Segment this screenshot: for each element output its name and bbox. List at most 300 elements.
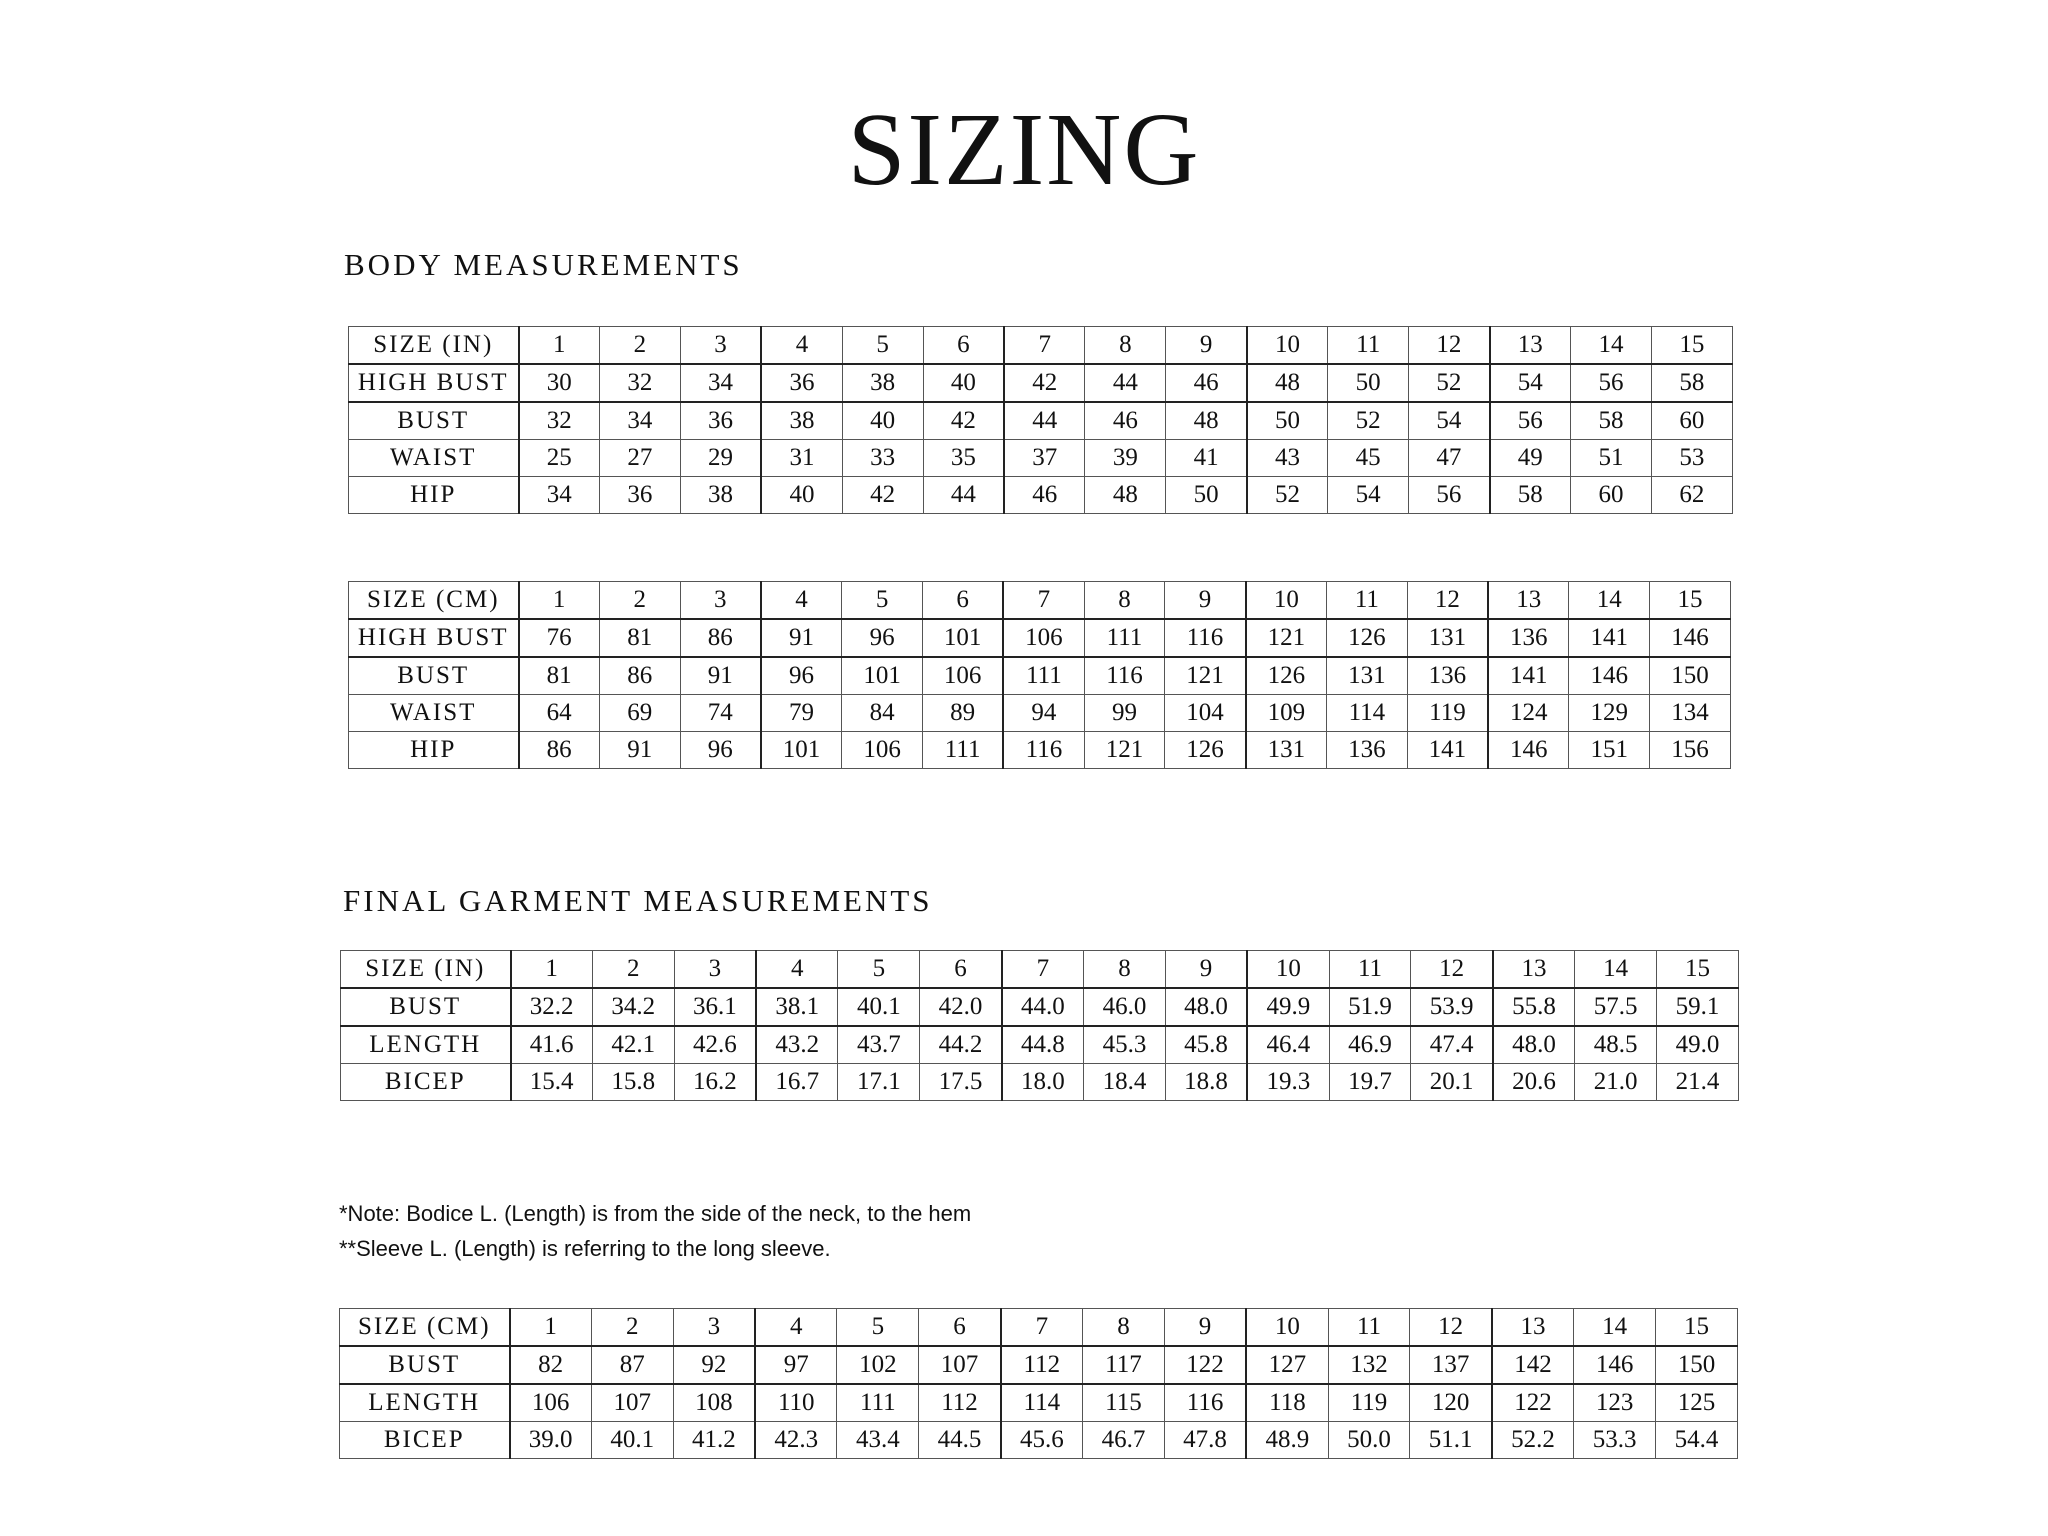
- measurement-cell: 134: [1650, 695, 1731, 732]
- measurement-cell: 29: [680, 440, 761, 477]
- measurement-cell: 116: [1164, 1384, 1246, 1422]
- row-label: HIGH BUST: [349, 364, 519, 402]
- size-header-cell: 4: [755, 1309, 837, 1347]
- measurement-cell: 101: [922, 619, 1003, 657]
- measurement-cell: 146: [1569, 657, 1650, 695]
- measurement-cell: 99: [1084, 695, 1165, 732]
- measurement-cell: 50.0: [1328, 1422, 1410, 1459]
- measurement-cell: 120: [1410, 1384, 1492, 1422]
- measurement-cell: 146: [1650, 619, 1731, 657]
- measurement-cell: 44: [923, 477, 1004, 514]
- measurement-cell: 122: [1492, 1384, 1574, 1422]
- measurement-cell: 86: [519, 732, 600, 769]
- garment-measurements-inches-table: [340, 950, 1739, 1101]
- measurement-cell: 94: [1003, 695, 1084, 732]
- measurement-cell: 106: [510, 1384, 592, 1422]
- measurement-cell: 49.9: [1247, 988, 1329, 1026]
- size-header-cell: 5: [842, 327, 923, 365]
- size-header-cell: 9: [1164, 1309, 1246, 1347]
- measurement-cell: 60: [1651, 402, 1732, 440]
- measurement-cell: 81: [599, 619, 680, 657]
- size-header-cell: 5: [842, 582, 923, 620]
- measurement-cell: 40: [842, 402, 923, 440]
- measurement-cell: 97: [755, 1346, 837, 1384]
- measurement-cell: 42.1: [592, 1026, 674, 1064]
- measurement-cell: 141: [1407, 732, 1488, 769]
- measurement-cell: 156: [1650, 732, 1731, 769]
- table-header-row: [349, 582, 1731, 620]
- measurement-cell: 42: [1004, 364, 1085, 402]
- measurement-cell: 136: [1407, 657, 1488, 695]
- size-header-cell: 11: [1328, 327, 1409, 365]
- size-header-cell: 1: [510, 1309, 592, 1347]
- measurement-cell: 56: [1409, 477, 1490, 514]
- row-label: BUST: [349, 657, 519, 695]
- measurement-cell: 44.2: [920, 1026, 1002, 1064]
- measurement-cell: 37: [1004, 440, 1085, 477]
- measurement-cell: 54: [1328, 477, 1409, 514]
- measurement-cell: 52.2: [1492, 1422, 1574, 1459]
- measurement-cell: 101: [761, 732, 842, 769]
- measurement-cell: 131: [1246, 732, 1327, 769]
- size-header-cell: 2: [592, 951, 674, 989]
- measurement-cell: 45.6: [1001, 1422, 1083, 1459]
- size-header-cell: 8: [1083, 1309, 1165, 1347]
- measurement-cell: 117: [1083, 1346, 1165, 1384]
- measurement-cell: 47: [1409, 440, 1490, 477]
- measurement-cell: 136: [1326, 732, 1407, 769]
- measurement-cell: 110: [755, 1384, 837, 1422]
- measurement-cell: 51.9: [1329, 988, 1411, 1026]
- measurement-cell: 79: [761, 695, 842, 732]
- table-row: [340, 1384, 1738, 1422]
- measurement-cell: 18.4: [1084, 1064, 1166, 1101]
- page-title: SIZING: [847, 92, 1201, 207]
- size-header-cell: 2: [599, 327, 680, 365]
- size-header-cell: 7: [1003, 582, 1084, 620]
- measurement-cell: 34: [519, 477, 600, 514]
- row-label: BUST: [341, 988, 511, 1026]
- size-header-cell: 11: [1328, 1309, 1410, 1347]
- size-header-cell: 10: [1247, 951, 1329, 989]
- measurement-cell: 42.0: [920, 988, 1002, 1026]
- measurement-cell: 116: [1084, 657, 1165, 695]
- measurement-cell: 21.4: [1657, 1064, 1739, 1101]
- size-header-cell: 9: [1165, 582, 1246, 620]
- measurement-cell: 150: [1650, 657, 1731, 695]
- table-row: [349, 619, 1731, 657]
- table-row: [349, 732, 1731, 769]
- measurement-cell: 50: [1247, 402, 1328, 440]
- measurement-cell: 25: [519, 440, 600, 477]
- size-header-cell: 8: [1084, 951, 1166, 989]
- measurement-cell: 40: [923, 364, 1004, 402]
- size-header-cell: 13: [1488, 582, 1569, 620]
- size-header-cell: 3: [673, 1309, 755, 1347]
- measurement-cell: 52: [1328, 402, 1409, 440]
- measurement-cell: 43.4: [837, 1422, 919, 1459]
- measurement-cell: 53.3: [1574, 1422, 1656, 1459]
- measurement-cell: 91: [599, 732, 680, 769]
- size-header-cell: 13: [1490, 327, 1571, 365]
- measurement-cell: 32.2: [511, 988, 593, 1026]
- measurement-cell: 51.1: [1410, 1422, 1492, 1459]
- size-header-cell: 8: [1084, 582, 1165, 620]
- measurement-cell: 15.8: [592, 1064, 674, 1101]
- measurement-cell: 42.3: [755, 1422, 837, 1459]
- measurement-cell: 17.5: [920, 1064, 1002, 1101]
- size-header-cell: 3: [680, 582, 761, 620]
- row-label: BUST: [340, 1346, 510, 1384]
- measurement-cell: 123: [1574, 1384, 1656, 1422]
- measurement-cell: 55.8: [1493, 988, 1575, 1026]
- measurement-cell: 53: [1651, 440, 1732, 477]
- measurement-cell: 57.5: [1575, 988, 1657, 1026]
- measurement-cell: 18.8: [1165, 1064, 1247, 1101]
- size-header-cell: 14: [1574, 1309, 1656, 1347]
- measurement-cell: 42: [842, 477, 923, 514]
- measurement-cell: 40.1: [838, 988, 920, 1026]
- measurement-cell: 108: [673, 1384, 755, 1422]
- size-header-cell: 12: [1411, 951, 1493, 989]
- measurement-cell: 45: [1328, 440, 1409, 477]
- section-heading-body-measurements: BODY MEASUREMENTS: [344, 247, 743, 282]
- measurement-cell: 126: [1246, 657, 1327, 695]
- measurement-cell: 58: [1490, 477, 1571, 514]
- measurement-cell: 47.4: [1411, 1026, 1493, 1064]
- measurement-cell: 101: [842, 657, 923, 695]
- row-label: LENGTH: [341, 1026, 511, 1064]
- size-unit-header: SIZE (CM): [349, 582, 519, 620]
- table-row: [349, 695, 1731, 732]
- measurement-cell: 96: [842, 619, 923, 657]
- measurement-cell: 32: [599, 364, 680, 402]
- size-unit-header: SIZE (IN): [349, 327, 519, 365]
- measurement-cell: 35: [923, 440, 1004, 477]
- measurement-cell: 48: [1166, 402, 1247, 440]
- measurement-cell: 142: [1492, 1346, 1574, 1384]
- size-header-cell: 1: [519, 582, 600, 620]
- measurement-cell: 44.5: [919, 1422, 1001, 1459]
- table-row: [340, 1422, 1738, 1459]
- size-header-cell: 15: [1657, 951, 1739, 989]
- measurement-cell: 44.8: [1002, 1026, 1084, 1064]
- measurement-cell: 96: [761, 657, 842, 695]
- measurement-cell: 34: [599, 402, 680, 440]
- measurement-cell: 40.1: [591, 1422, 673, 1459]
- row-label: BUST: [349, 402, 519, 440]
- size-header-cell: 1: [511, 951, 593, 989]
- measurement-cell: 91: [761, 619, 842, 657]
- size-unit-header: SIZE (CM): [340, 1309, 510, 1347]
- measurement-cell: 106: [1003, 619, 1084, 657]
- measurement-cell: 47.8: [1164, 1422, 1246, 1459]
- measurement-cell: 21.0: [1575, 1064, 1657, 1101]
- measurement-cell: 52: [1409, 364, 1490, 402]
- measurement-cell: 111: [922, 732, 1003, 769]
- row-label: HIP: [349, 477, 519, 514]
- measurement-cell: 58: [1651, 364, 1732, 402]
- measurement-cell: 43: [1247, 440, 1328, 477]
- measurement-cell: 52: [1247, 477, 1328, 514]
- measurement-cell: 146: [1574, 1346, 1656, 1384]
- row-label: HIGH BUST: [349, 619, 519, 657]
- measurement-cell: 36: [761, 364, 842, 402]
- measurement-cell: 116: [1003, 732, 1084, 769]
- measurement-cell: 50: [1328, 364, 1409, 402]
- measurement-cell: 38: [842, 364, 923, 402]
- size-header-cell: 10: [1246, 582, 1327, 620]
- measurement-cell: 16.2: [674, 1064, 756, 1101]
- measurement-cell: 18.0: [1002, 1064, 1084, 1101]
- size-header-cell: 11: [1329, 951, 1411, 989]
- measurement-cell: 48.9: [1246, 1422, 1328, 1459]
- size-header-cell: 2: [599, 582, 680, 620]
- size-header-cell: 7: [1001, 1309, 1083, 1347]
- measurement-cell: 116: [1165, 619, 1246, 657]
- measurement-cell: 33: [842, 440, 923, 477]
- measurement-cell: 82: [510, 1346, 592, 1384]
- measurement-cell: 49: [1490, 440, 1571, 477]
- measurement-cell: 42: [923, 402, 1004, 440]
- measurement-cell: 42.6: [674, 1026, 756, 1064]
- measurement-cell: 106: [922, 657, 1003, 695]
- size-header-cell: 15: [1651, 327, 1732, 365]
- note-bodice-length: *Note: Bodice L. (Length) is from the side of the neck, to the hem: [339, 1201, 972, 1226]
- measurement-cell: 76: [519, 619, 600, 657]
- size-header-cell: 2: [591, 1309, 673, 1347]
- table-row: [341, 988, 1739, 1026]
- table-header-row: [349, 327, 1733, 365]
- measurement-cell: 84: [842, 695, 923, 732]
- measurement-cell: 131: [1407, 619, 1488, 657]
- measurement-cell: 91: [680, 657, 761, 695]
- measurement-cell: 44: [1085, 364, 1166, 402]
- measurement-cell: 114: [1001, 1384, 1083, 1422]
- note-sleeve-length: **Sleeve L. (Length) is referring to the long sleeve.: [339, 1236, 831, 1261]
- measurement-cell: 132: [1328, 1346, 1410, 1384]
- measurement-cell: 137: [1410, 1346, 1492, 1384]
- measurement-cell: 50: [1166, 477, 1247, 514]
- measurement-cell: 69: [599, 695, 680, 732]
- measurement-cell: 46.4: [1247, 1026, 1329, 1064]
- measurement-cell: 20.6: [1493, 1064, 1575, 1101]
- measurement-cell: 44.0: [1002, 988, 1084, 1026]
- size-header-cell: 12: [1407, 582, 1488, 620]
- measurement-cell: 141: [1569, 619, 1650, 657]
- size-header-cell: 9: [1165, 951, 1247, 989]
- measurement-cell: 150: [1656, 1346, 1738, 1384]
- measurement-cell: 121: [1246, 619, 1327, 657]
- notes: [339, 1196, 971, 1266]
- row-label: BICEP: [340, 1422, 510, 1459]
- measurement-cell: 46.9: [1329, 1026, 1411, 1064]
- measurement-cell: 36: [680, 402, 761, 440]
- measurement-cell: 107: [591, 1384, 673, 1422]
- measurement-cell: 102: [837, 1346, 919, 1384]
- measurement-cell: 41.2: [673, 1422, 755, 1459]
- size-header-cell: 1: [519, 327, 600, 365]
- measurement-cell: 46.7: [1083, 1422, 1165, 1459]
- measurement-cell: 126: [1326, 619, 1407, 657]
- measurement-cell: 43.7: [838, 1026, 920, 1064]
- size-header-cell: 14: [1569, 582, 1650, 620]
- measurement-cell: 46: [1004, 477, 1085, 514]
- size-header-cell: 8: [1085, 327, 1166, 365]
- measurement-cell: 46.0: [1084, 988, 1166, 1026]
- body-measurements-cm-table: [348, 581, 1731, 769]
- measurement-cell: 119: [1328, 1384, 1410, 1422]
- measurement-cell: 38: [761, 402, 842, 440]
- measurement-cell: 89: [922, 695, 1003, 732]
- size-header-cell: 4: [761, 582, 842, 620]
- measurement-cell: 53.9: [1411, 988, 1493, 1026]
- measurement-cell: 39: [1085, 440, 1166, 477]
- measurement-cell: 19.3: [1247, 1064, 1329, 1101]
- measurement-cell: 34: [680, 364, 761, 402]
- size-header-cell: 6: [920, 951, 1002, 989]
- measurement-cell: 121: [1165, 657, 1246, 695]
- size-header-cell: 6: [922, 582, 1003, 620]
- measurement-cell: 124: [1488, 695, 1569, 732]
- measurement-cell: 112: [919, 1384, 1001, 1422]
- table-row: [349, 402, 1733, 440]
- row-label: LENGTH: [340, 1384, 510, 1422]
- measurement-cell: 121: [1084, 732, 1165, 769]
- table-row: [341, 1026, 1739, 1064]
- row-label: HIP: [349, 732, 519, 769]
- measurement-cell: 58: [1570, 402, 1651, 440]
- table-header-row: [341, 951, 1739, 989]
- measurement-cell: 38: [680, 477, 761, 514]
- size-header-cell: 6: [923, 327, 1004, 365]
- size-header-cell: 9: [1166, 327, 1247, 365]
- measurement-cell: 51: [1570, 440, 1651, 477]
- table-header-row: [340, 1309, 1738, 1347]
- measurement-cell: 44: [1004, 402, 1085, 440]
- size-header-cell: 11: [1326, 582, 1407, 620]
- measurement-cell: 30: [519, 364, 600, 402]
- measurement-cell: 114: [1326, 695, 1407, 732]
- measurement-cell: 118: [1246, 1384, 1328, 1422]
- measurement-cell: 48: [1085, 477, 1166, 514]
- measurement-cell: 38.1: [756, 988, 838, 1026]
- size-header-cell: 4: [761, 327, 842, 365]
- table-row: [349, 440, 1733, 477]
- measurement-cell: 34.2: [592, 988, 674, 1026]
- measurement-cell: 36.1: [674, 988, 756, 1026]
- measurement-cell: 36: [599, 477, 680, 514]
- measurement-cell: 136: [1488, 619, 1569, 657]
- size-header-cell: 10: [1246, 1309, 1328, 1347]
- size-header-cell: 15: [1656, 1309, 1738, 1347]
- measurement-cell: 122: [1164, 1346, 1246, 1384]
- row-label: BICEP: [341, 1064, 511, 1101]
- measurement-cell: 125: [1656, 1384, 1738, 1422]
- measurement-cell: 46: [1166, 364, 1247, 402]
- measurement-cell: 49.0: [1657, 1026, 1739, 1064]
- body-measurements-inches-table: [348, 326, 1733, 514]
- measurement-cell: 54: [1409, 402, 1490, 440]
- measurement-cell: 59.1: [1657, 988, 1739, 1026]
- measurement-cell: 151: [1569, 732, 1650, 769]
- measurement-cell: 86: [599, 657, 680, 695]
- measurement-cell: 129: [1569, 695, 1650, 732]
- row-label: WAIST: [349, 440, 519, 477]
- measurement-cell: 17.1: [838, 1064, 920, 1101]
- measurement-cell: 127: [1246, 1346, 1328, 1384]
- table-row: [349, 657, 1731, 695]
- size-header-cell: 7: [1002, 951, 1084, 989]
- measurement-cell: 19.7: [1329, 1064, 1411, 1101]
- measurement-cell: 111: [837, 1384, 919, 1422]
- size-header-cell: 13: [1493, 951, 1575, 989]
- measurement-cell: 41: [1166, 440, 1247, 477]
- measurement-cell: 112: [1001, 1346, 1083, 1384]
- measurement-cell: 56: [1490, 402, 1571, 440]
- row-label: WAIST: [349, 695, 519, 732]
- measurement-cell: 48.0: [1493, 1026, 1575, 1064]
- measurement-cell: 48.0: [1165, 988, 1247, 1026]
- measurement-cell: 74: [680, 695, 761, 732]
- measurement-cell: 81: [519, 657, 600, 695]
- measurement-cell: 64: [519, 695, 600, 732]
- section-heading-final-garment-measurements: FINAL GARMENT MEASUREMENTS: [343, 883, 933, 918]
- size-header-cell: 10: [1247, 327, 1328, 365]
- measurement-cell: 20.1: [1411, 1064, 1493, 1101]
- table-row: [349, 364, 1733, 402]
- measurement-cell: 119: [1407, 695, 1488, 732]
- size-header-cell: 15: [1650, 582, 1731, 620]
- size-header-cell: 14: [1575, 951, 1657, 989]
- size-header-cell: 4: [756, 951, 838, 989]
- measurement-cell: 131: [1326, 657, 1407, 695]
- measurement-cell: 40: [761, 477, 842, 514]
- measurement-cell: 45.8: [1165, 1026, 1247, 1064]
- measurement-cell: 56: [1570, 364, 1651, 402]
- measurement-cell: 104: [1165, 695, 1246, 732]
- measurement-cell: 92: [673, 1346, 755, 1384]
- measurement-cell: 39.0: [510, 1422, 592, 1459]
- measurement-cell: 106: [842, 732, 923, 769]
- measurement-cell: 109: [1246, 695, 1327, 732]
- size-header-cell: 6: [919, 1309, 1001, 1347]
- measurement-cell: 48: [1247, 364, 1328, 402]
- measurement-cell: 115: [1083, 1384, 1165, 1422]
- measurement-cell: 16.7: [756, 1064, 838, 1101]
- size-header-cell: 5: [837, 1309, 919, 1347]
- table-row: [341, 1064, 1739, 1101]
- measurement-cell: 111: [1084, 619, 1165, 657]
- size-header-cell: 5: [838, 951, 920, 989]
- measurement-cell: 43.2: [756, 1026, 838, 1064]
- measurement-cell: 54.4: [1656, 1422, 1738, 1459]
- measurement-cell: 126: [1165, 732, 1246, 769]
- size-header-cell: 7: [1004, 327, 1085, 365]
- size-header-cell: 3: [680, 327, 761, 365]
- measurement-cell: 54: [1490, 364, 1571, 402]
- measurement-cell: 86: [680, 619, 761, 657]
- measurement-cell: 31: [761, 440, 842, 477]
- size-header-cell: 13: [1492, 1309, 1574, 1347]
- measurement-cell: 111: [1003, 657, 1084, 695]
- measurement-cell: 41.6: [511, 1026, 593, 1064]
- measurement-cell: 107: [919, 1346, 1001, 1384]
- table-row: [349, 477, 1733, 514]
- measurement-cell: 146: [1488, 732, 1569, 769]
- garment-measurements-cm-table: [339, 1308, 1738, 1459]
- size-unit-header: SIZE (IN): [341, 951, 511, 989]
